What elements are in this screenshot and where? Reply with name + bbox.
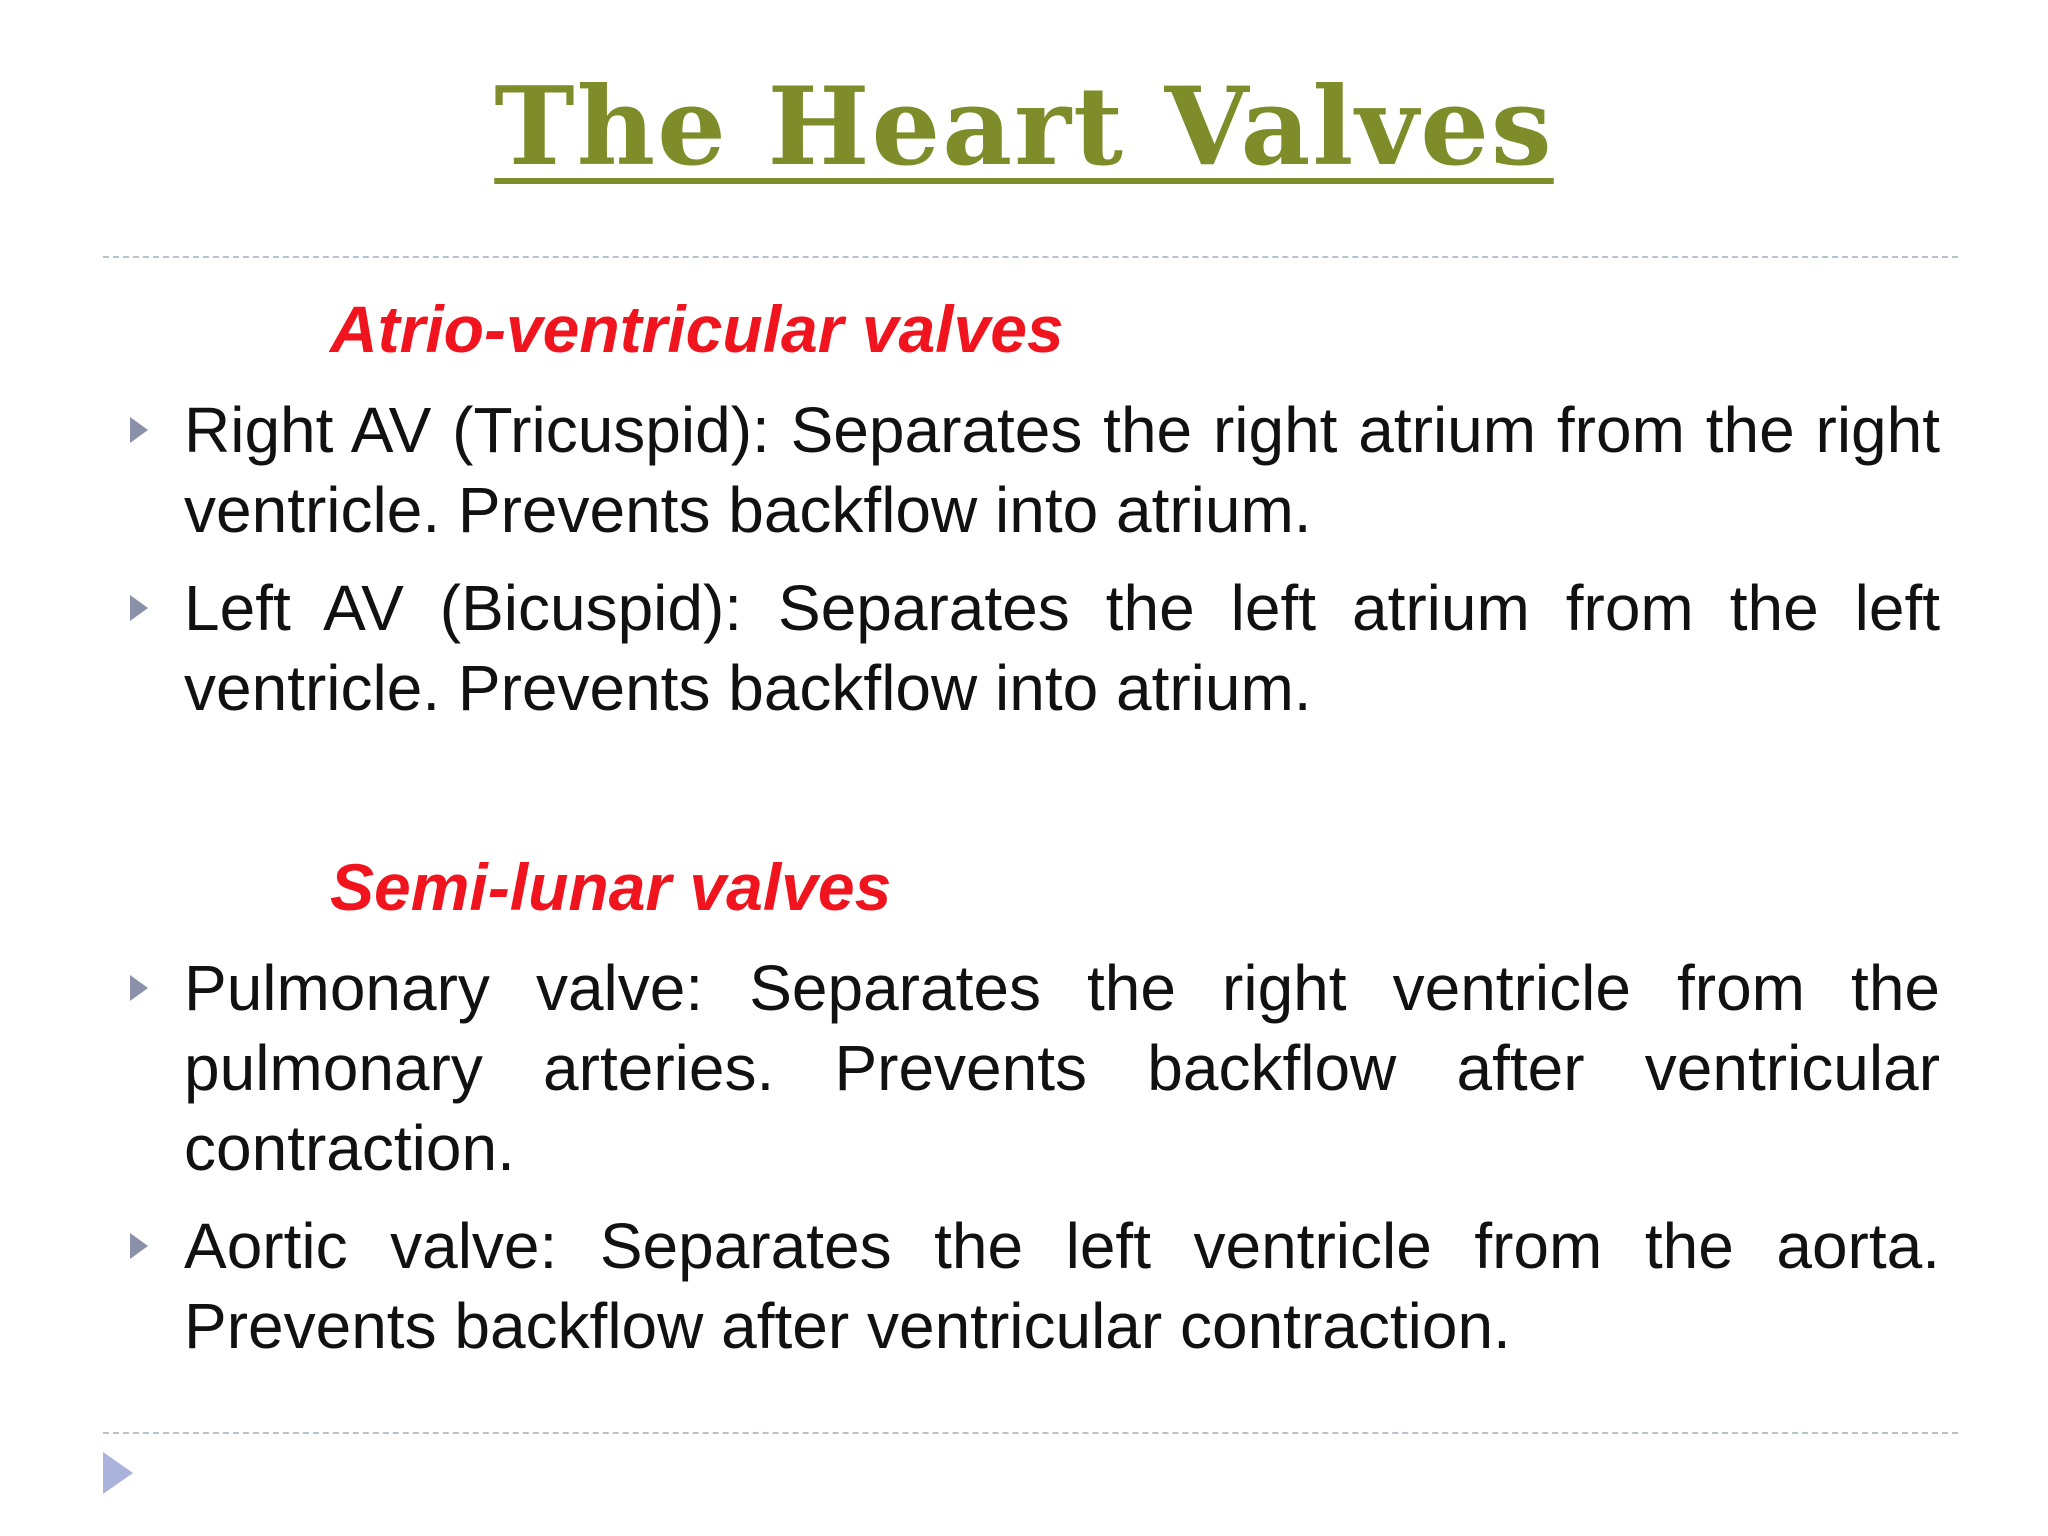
slide-title-text: The Heart Valves: [494, 64, 1554, 190]
bullet-text: Pulmonary valve: Separates the right ventricle from the pulmonary arteries. Prevents backflow after ventricular contraction.: [184, 952, 1940, 1184]
bullet-text: Left AV (Bicuspid): Separates the left atrium from the left ventricle. Prevents backflow into atrium.: [184, 572, 1940, 724]
bullet-triangle-icon: [128, 948, 184, 1028]
section-heading-av-valves: Atrio-ventricular valves: [330, 292, 1064, 366]
bullet-item: [128, 390, 1940, 550]
bullet-text: Right AV (Tricuspid): Separates the right atrium from the right ventricle. Prevents backflow into atrium.: [184, 394, 1940, 546]
bullet-text: Aortic valve: Separates the left ventricle from the aorta. Prevents backflow after ventricular contraction.: [184, 1210, 1940, 1362]
next-slide-triangle-icon[interactable]: [103, 1452, 133, 1499]
bullet-triangle-icon: [128, 1206, 184, 1286]
top-divider: [103, 256, 1958, 258]
slide-title: [0, 64, 2048, 190]
bullet-item: [128, 568, 1940, 728]
bullet-triangle-icon: [128, 390, 184, 470]
bullet-triangle-icon: [128, 568, 184, 648]
bullet-item: [128, 948, 1940, 1188]
bullet-item: [128, 1206, 1940, 1366]
bottom-divider: [103, 1432, 1958, 1434]
section-heading-semilunar-valves: Semi-lunar valves: [330, 850, 892, 924]
